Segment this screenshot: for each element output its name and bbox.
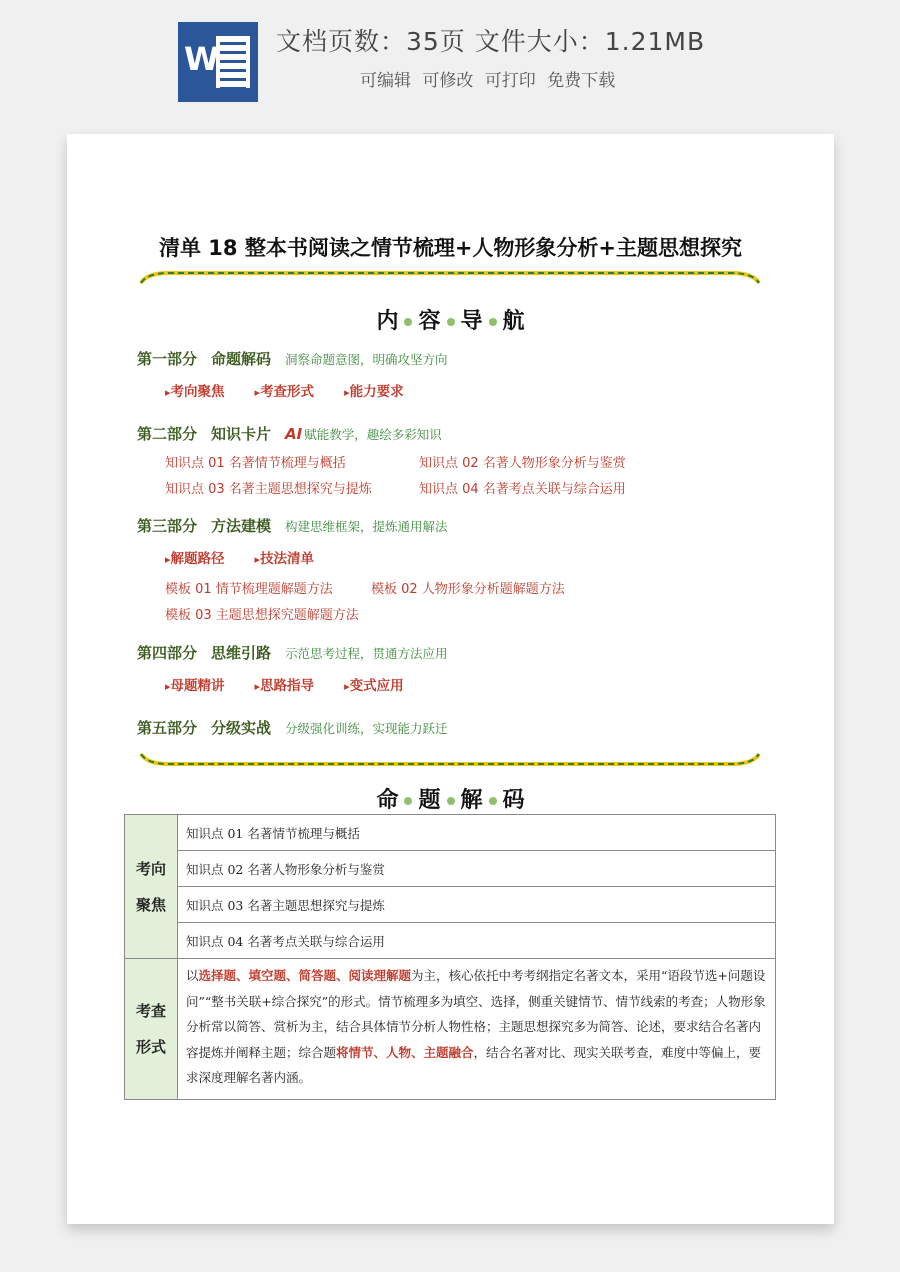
document-meta: 文档页数：35页 文件大小：1.21MB bbox=[276, 27, 706, 56]
nav-part-5: 第五部分 分级实战 分级强化训练，实现能力跃迁 bbox=[137, 719, 448, 737]
document-actions: 可编辑 可修改 可打印 免费下载 bbox=[360, 71, 616, 91]
table-row: 知识点 02 名著人物形象分析与鉴赏 bbox=[178, 851, 776, 887]
tag: ▸ 思路指导 bbox=[255, 678, 315, 694]
table-row: 知识点 04 名著考点关联与综合运用 bbox=[178, 923, 776, 959]
table-row: 知识点 01 名著情节梳理与概括 bbox=[178, 815, 776, 851]
bottom-divider bbox=[139, 752, 761, 766]
tag: ▸ 技法清单 bbox=[255, 551, 315, 567]
nav-part-1: 第一部分 命题解码 洞察命题意图，明确攻坚方向 bbox=[137, 350, 448, 368]
nav-part-2: 第二部分 知识卡片 AI 赋能教学，趣绘多彩知识 bbox=[137, 425, 442, 443]
nav-part-3: 第三部分 方法建模 构建思维框架，提炼通用解法 bbox=[137, 517, 448, 535]
tag: ▸ 考向聚焦 bbox=[165, 384, 225, 400]
tag: ▸ 变式应用 bbox=[344, 678, 404, 694]
header-banner bbox=[0, 0, 900, 120]
focus-label: 考向聚焦 bbox=[125, 815, 178, 959]
template-item: 模板 01 情节梳理题解题方法 bbox=[165, 582, 333, 597]
decode-heading: 命 题 解 码 bbox=[376, 788, 525, 813]
decode-table bbox=[124, 814, 776, 1100]
tag: ▸ 能力要求 bbox=[344, 384, 404, 400]
knowledge-point: 知识点 01 名著情节梳理与概括 bbox=[165, 456, 346, 471]
form-description: 以选择题、填空题、简答题、阅读理解题为主，核心依托中考考纲指定名著文本，采用“语段节选+问题设问”“整书关联+综合探究”的形式。情节梳理多为填空、选择，侧重关键情节、情节线索的考查；人物形象分析常以简答、赏析为主，结合具体情节分析人物性格；主题思想探究多为简答、论述，要求结合名著内容提炼并阐释主题；综合题将情节、人物、主题融合，结合名著对比、现实关联考查，难度中等偏上，要求深度理解名著内涵。 bbox=[178, 959, 776, 1100]
top-divider bbox=[139, 271, 761, 285]
tag: ▸ 考查形式 bbox=[255, 384, 315, 400]
form-label: 考查形式 bbox=[125, 959, 178, 1100]
nav-part-4: 第四部分 思维引路 示范思考过程，贯通方法应用 bbox=[137, 644, 448, 662]
tag: ▸ 母题精讲 bbox=[165, 678, 225, 694]
document-page bbox=[67, 134, 834, 1224]
tag: ▸ 解题路径 bbox=[165, 551, 225, 567]
table-row: 知识点 03 名著主题思想探究与提炼 bbox=[178, 887, 776, 923]
word-document-icon: W bbox=[178, 22, 258, 102]
knowledge-point: 知识点 04 名著考点关联与综合运用 bbox=[419, 482, 626, 497]
template-item: 模板 03 主题思想探究题解题方法 bbox=[165, 608, 359, 623]
knowledge-point: 知识点 02 名著人物形象分析与鉴赏 bbox=[419, 456, 626, 471]
nav-heading: 内 容 导 航 bbox=[376, 309, 525, 334]
knowledge-point: 知识点 03 名著主题思想探究与提炼 bbox=[165, 482, 372, 497]
template-item: 模板 02 人物形象分析题解题方法 bbox=[371, 582, 565, 597]
document-title: 清单 18 整本书阅读之情节梳理+人物形象分析+主题思想探究 bbox=[158, 236, 743, 260]
part-1-tags bbox=[165, 380, 434, 400]
part-3-tags bbox=[165, 547, 344, 567]
part-4-tags bbox=[165, 674, 434, 694]
